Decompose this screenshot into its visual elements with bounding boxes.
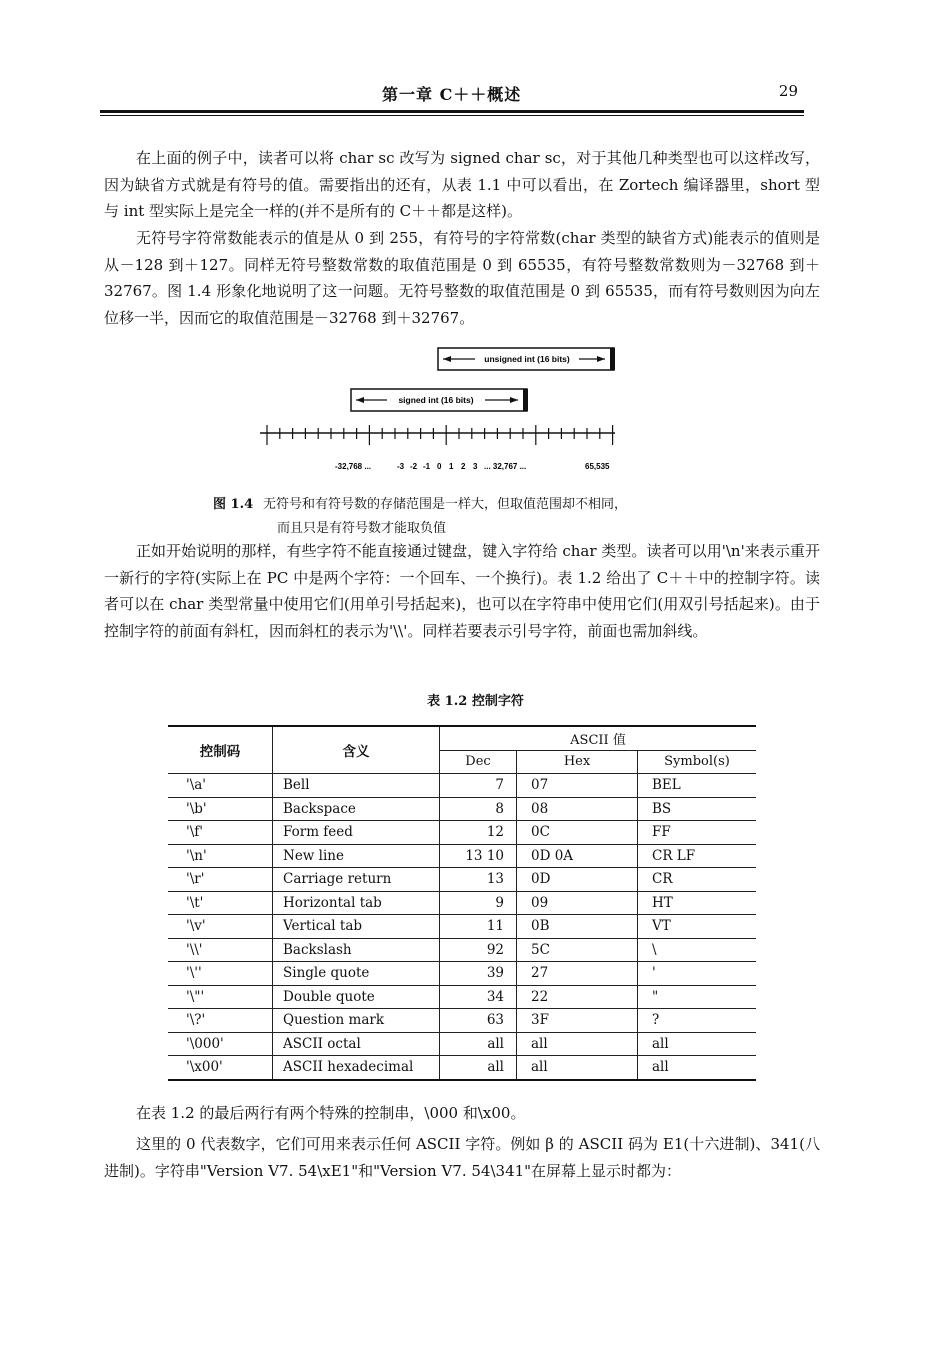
unsigned-range-box-edge — [610, 348, 615, 370]
table-row — [168, 962, 756, 986]
cell-code: '\?' — [168, 1009, 273, 1033]
number-line-ticks — [267, 425, 613, 445]
axis-label-zero: 0 — [437, 462, 442, 471]
cell-dec: 11 — [440, 915, 517, 939]
control-char-table — [168, 725, 756, 1081]
cell-symbol: BS — [638, 797, 757, 821]
figure-1-4 — [255, 345, 635, 480]
cell-hex: 0D 0A — [517, 844, 638, 868]
axis-label-2: 2 — [461, 462, 466, 471]
chapter-title: 第一章 C＋＋概述 — [382, 85, 522, 104]
cell-hex: 0B — [517, 915, 638, 939]
paragraph-4: 在表 1.2 的最后两行有两个特殊的控制串，\000 和\x00。 — [136, 1104, 526, 1122]
page-header — [100, 82, 804, 108]
cell-code: '\x00' — [168, 1056, 273, 1080]
header-rule — [100, 110, 804, 113]
paragraph-3: 正如开始说明的那样，有些字符不能直接通过键盘，键入字符给 char 类型。读者可以用'\n'来表示重开一新行的字符(实际上在 PC 中是两个字符：一个回车、一个换行)。表 1.2 给出了 C＋＋中的控制字符。读者可以在 char 类型常量中使用它们(用单引号括起来)，也可以在字符串中使用它们(用双引号括起来)。由于控制字符的前面有斜杠，因而斜杠的表示为'\\'。同样若要表示引号字符，前面也需加斜线。 — [104, 542, 820, 640]
cell-hex: all — [517, 1032, 638, 1056]
cell-code: '\b' — [168, 797, 273, 821]
cell-hex: 3F — [517, 1009, 638, 1033]
cell-symbol: FF — [638, 821, 757, 845]
axis-label-max-signed: ... 32,767 ... — [484, 462, 527, 471]
cell-dec: all — [440, 1056, 517, 1080]
table-row — [168, 985, 756, 1009]
cell-meaning: Question mark — [273, 1009, 440, 1033]
cell-symbol: all — [638, 1056, 757, 1080]
figure-caption-line1: 无符号和有符号数的存储范围是一样大，但取值范围却不相同， — [263, 497, 628, 512]
cell-symbol: CR LF — [638, 844, 757, 868]
cell-hex: 07 — [517, 774, 638, 798]
table-row — [168, 774, 756, 798]
cell-dec: 12 — [440, 821, 517, 845]
cell-symbol: \ — [638, 938, 757, 962]
cell-code: '\"' — [168, 985, 273, 1009]
signed-label: signed int (16 bits) — [398, 395, 474, 405]
cell-dec: 92 — [440, 938, 517, 962]
paragraph-5: 这里的 0 代表数字，它们可用来表示任何 ASCII 字符。例如 β 的 ASCII 码为 E1(十六进制)、341(八进制)。字符串"Version V7. 54\xE1"和"Version V7. 54\341"在屏幕上显示时都为： — [104, 1135, 820, 1180]
cell-meaning: Backslash — [273, 938, 440, 962]
table-row — [168, 915, 756, 939]
header-dec: Dec — [440, 750, 517, 774]
cell-meaning: Double quote — [273, 985, 440, 1009]
cell-meaning: Horizontal tab — [273, 891, 440, 915]
cell-dec: 7 — [440, 774, 517, 798]
axis-label-min: -32,768 ... — [335, 462, 372, 471]
cell-dec: 63 — [440, 1009, 517, 1033]
cell-symbol: all — [638, 1032, 757, 1056]
table-row — [168, 868, 756, 892]
cell-hex: 5C — [517, 938, 638, 962]
cell-hex: 27 — [517, 962, 638, 986]
paragraph-2: 无符号字符常数能表示的值是从 0 到 255，有符号的字符常数(char 类型的缺省方式)能表示的值则是从－128 到＋127。同样无符号整数常数的取值范围是 0 到 65535，有符号整数常数则为－32768 到＋32767。图 1.4 形象化地说明了这一问题。无符号整数的取值范围是 0 到 65535，而有符号数则因为向左位移一半，因而它的取值范围是－32768 到＋32767。 — [104, 229, 820, 327]
cell-meaning: Carriage return — [273, 868, 440, 892]
cell-code: '\\' — [168, 938, 273, 962]
cell-code: '\f' — [168, 821, 273, 845]
cell-meaning: Form feed — [273, 821, 440, 845]
axis-label-neg2: -2 — [410, 462, 418, 471]
cell-dec: 8 — [440, 797, 517, 821]
cell-symbol: CR — [638, 868, 757, 892]
cell-meaning: Bell — [273, 774, 440, 798]
cell-hex: 0C — [517, 821, 638, 845]
table-row — [168, 844, 756, 868]
cell-meaning: ASCII hexadecimal — [273, 1056, 440, 1080]
header-code: 控制码 — [168, 726, 273, 774]
cell-code: '\a' — [168, 774, 273, 798]
cell-dec: 13 — [440, 868, 517, 892]
header-hex: Hex — [517, 750, 638, 774]
table-row — [168, 821, 756, 845]
cell-meaning: Vertical tab — [273, 915, 440, 939]
axis-label-3: 3 — [473, 462, 478, 471]
cell-meaning: ASCII octal — [273, 1032, 440, 1056]
cell-hex: 08 — [517, 797, 638, 821]
figure-caption-line2: 而且只是有符号数才能取负值 — [277, 521, 447, 536]
table-body — [168, 774, 756, 1080]
cell-code: '\n' — [168, 844, 273, 868]
header-symbol: Symbol(s) — [638, 750, 757, 774]
cell-code: '\t' — [168, 891, 273, 915]
cell-dec: 39 — [440, 962, 517, 986]
cell-symbol: HT — [638, 891, 757, 915]
axis-label-max-unsigned: 65,535 — [585, 462, 610, 471]
cell-meaning: Single quote — [273, 962, 440, 986]
cell-dec: 34 — [440, 985, 517, 1009]
axis-label-1: 1 — [449, 462, 454, 471]
figure-caption-number: 图 1.4 — [213, 497, 254, 512]
table-row — [168, 797, 756, 821]
cell-hex: 22 — [517, 985, 638, 1009]
table-row — [168, 938, 756, 962]
cell-code: '\v' — [168, 915, 273, 939]
table-row — [168, 1032, 756, 1056]
paragraph-1: 在上面的例子中，读者可以将 char sc 改写为 signed char sc，对于其他几种类型也可以这样改写，因为缺省方式就是有符号的值。需要指出的还有，从表 1.1 中可以看出，在 Zortech 编译器里，short 型与 int 型实际上是完全一样的(并不是所有的 C＋＋都是这样)。 — [104, 149, 820, 221]
figure-caption — [213, 493, 773, 541]
cell-symbol: BEL — [638, 774, 757, 798]
header-ascii: ASCII 值 — [440, 726, 757, 750]
cell-symbol: VT — [638, 915, 757, 939]
range-diagram — [255, 345, 635, 480]
cell-hex: all — [517, 1056, 638, 1080]
page-number: 29 — [778, 82, 798, 100]
cell-meaning: Backspace — [273, 797, 440, 821]
cell-symbol: " — [638, 985, 757, 1009]
cell-hex: 09 — [517, 891, 638, 915]
table-row — [168, 891, 756, 915]
cell-dec: 9 — [440, 891, 517, 915]
table-row — [168, 1009, 756, 1033]
cell-meaning: New line — [273, 844, 440, 868]
cell-code: '\000' — [168, 1032, 273, 1056]
cell-code: '\r' — [168, 868, 273, 892]
table-row — [168, 1056, 756, 1080]
header-rule-thin — [100, 115, 804, 116]
axis-label-neg1: -1 — [423, 462, 431, 471]
cell-symbol: ? — [638, 1009, 757, 1033]
signed-range-box-edge — [523, 389, 528, 411]
header-meaning: 含义 — [273, 726, 440, 774]
unsigned-label: unsigned int (16 bits) — [484, 354, 570, 364]
cell-symbol: ' — [638, 962, 757, 986]
cell-dec: all — [440, 1032, 517, 1056]
cell-hex: 0D — [517, 868, 638, 892]
cell-code: '\'' — [168, 962, 273, 986]
table-title: 表 1.2 控制字符 — [427, 694, 524, 709]
axis-label-neg3: -3 — [397, 462, 405, 471]
cell-dec: 13 10 — [440, 844, 517, 868]
